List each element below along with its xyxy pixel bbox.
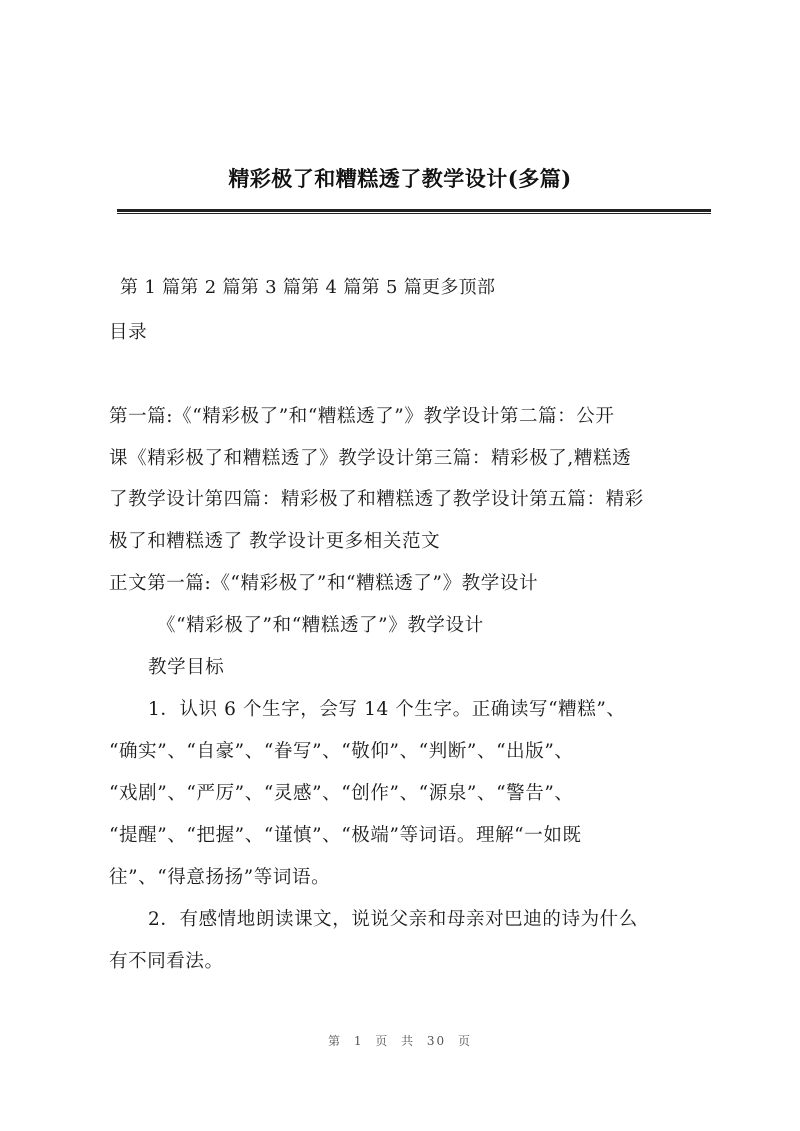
nav-link-chapter-5[interactable]: 第 5 篇: [361, 277, 423, 298]
nav-link-chapter-4[interactable]: 第 4 篇: [301, 277, 362, 298]
nav-link-chapter-3[interactable]: 第 3 篇: [240, 277, 302, 298]
body-line: 往”、“得意扬扬”等词语。: [109, 867, 331, 888]
body-intro: 正文第一篇:《“精彩极了”和“糟糕透了”》教学设计: [109, 573, 539, 594]
chapter-nav: [120, 273, 495, 299]
toc-line[interactable]: 课《精彩极了和糟糕透了》教学设计第三篇：精彩极了,糟糕透: [109, 448, 632, 469]
document-title: 精彩极了和糟糕透了教学设计(多篇): [228, 166, 572, 191]
nav-link-more[interactable]: 更多: [422, 277, 459, 298]
nav-link-chapter-2[interactable]: 第 2 篇: [180, 277, 241, 298]
body-line: 有不同看法。: [109, 951, 224, 972]
body-line: 2．有感情地朗读课文，说说父亲和母亲对巴迪的诗为什么: [148, 909, 638, 930]
title-rule-thin: [117, 213, 711, 214]
body-line: 1．认识 6 个生字，会写 14 个生字。正确读写“糟糕”、: [148, 699, 626, 720]
nav-link-chapter-1[interactable]: 第 1 篇: [120, 277, 181, 298]
body-subtitle: 《“精彩极了”和“糟糕透了”》教学设计: [157, 615, 484, 636]
nav-link-top[interactable]: 顶部: [458, 277, 496, 298]
body-line: “戏剧”、“严厉”、“灵感”、“创作”、“源泉”、“警告”、: [109, 783, 574, 804]
body-line: “提醒”、“把握”、“谨慎”、“极端”等词语。理解“一如既: [109, 825, 582, 846]
body-line: “确实”、“自豪”、“眷写”、“敬仰”、“判断”、“出版”、: [109, 741, 574, 762]
toc-line[interactable]: 第一篇:《“精彩极了”和“糟糕透了”》教学设计第二篇：公开: [109, 406, 615, 427]
toc-heading: 目录: [109, 322, 148, 343]
page-footer: 第 1 页 共 30 页: [328, 1034, 472, 1048]
title-rule-thick: [117, 209, 711, 212]
toc-line[interactable]: 极了和糟糕透了 教学设计更多相关范文: [109, 531, 441, 552]
toc-line[interactable]: 了教学设计第四篇：精彩极了和糟糕透了教学设计第五篇：精彩: [109, 489, 644, 510]
section-heading: 教学目标: [148, 657, 225, 678]
